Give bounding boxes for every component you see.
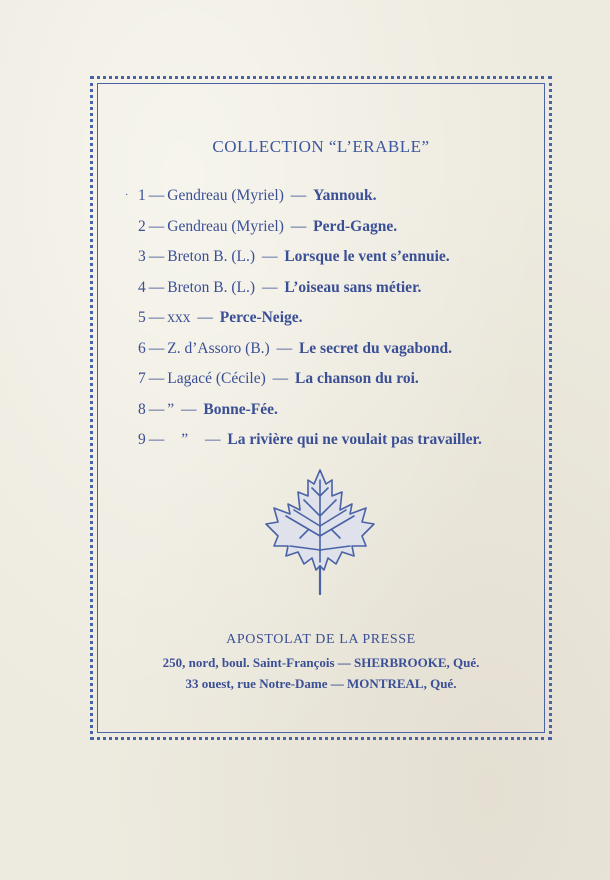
list-item: [138, 273, 482, 304]
book-number: 8: [138, 400, 146, 418]
dash: —: [258, 278, 282, 296]
publisher-name: APOSTOLAT DE LA PRESSE: [226, 632, 416, 647]
dash: —: [148, 217, 165, 235]
book-author: Z. d’Assoro (B.): [167, 339, 270, 357]
publisher-block: [90, 632, 552, 694]
dash: —: [286, 187, 311, 204]
list-item: [138, 395, 482, 426]
book-number: 1: [138, 187, 146, 204]
dash: —: [148, 278, 165, 296]
list-item: [138, 425, 482, 456]
dash: —: [286, 217, 311, 235]
dash: —: [177, 400, 201, 418]
book-author: Breton B. (L.): [167, 278, 256, 296]
list-item: [138, 334, 482, 365]
book-number: 7: [138, 370, 146, 387]
margin-dot: ·: [125, 190, 129, 201]
book-author: Gendreau (Myriel): [167, 217, 284, 235]
dash: —: [268, 370, 293, 387]
list-item: [138, 242, 482, 273]
book-title: La rivière qui ne voulait pas travailler.: [227, 431, 482, 448]
book-list: [138, 181, 482, 456]
book-number: 6: [138, 339, 146, 357]
list-item: [138, 364, 482, 395]
book-title: La chanson du roi.: [295, 370, 419, 387]
dash: —: [148, 309, 165, 326]
book-author: Gendreau (Myriel): [167, 187, 284, 204]
list-item: [138, 212, 482, 243]
dash: —: [148, 248, 165, 265]
publisher-address-montreal: 33 ouest, rue Notre-Dame — MONTREAL, Qué.: [185, 676, 457, 691]
book-author: ”: [181, 431, 189, 448]
book-title: Perd-Gagne.: [313, 217, 398, 235]
book-author: Lagacé (Cécile): [167, 370, 266, 387]
book-title: Le secret du vagabond.: [298, 339, 452, 357]
book-number: 5: [138, 309, 146, 326]
book-number: 4: [138, 278, 146, 296]
book-title: Lorsque le vent s’ennuie.: [284, 248, 450, 265]
dash: —: [258, 248, 282, 265]
book-number: 9: [138, 431, 146, 448]
list-item: [138, 181, 482, 212]
book-title: L’oiseau sans métier.: [284, 278, 422, 296]
book-title: Perce-Neige.: [219, 309, 303, 326]
collection-title: COLLECTION “L’ERABLE”: [212, 137, 430, 156]
maple-leaf-icon: [262, 466, 378, 598]
dash: —: [148, 339, 165, 357]
publisher-address-sherbrooke: 250, nord, boul. Saint-François — SHERBROOKE, Qué.: [162, 655, 480, 670]
dash: —: [148, 187, 165, 204]
dash: —: [272, 339, 296, 357]
book-number: 2: [138, 217, 146, 235]
dash: —: [148, 431, 165, 448]
list-item: [138, 303, 482, 334]
book-author: Breton B. (L.): [167, 248, 256, 265]
dash: —: [148, 370, 165, 387]
book-title: Yannouk.: [313, 187, 377, 204]
book-author: ”: [167, 400, 175, 418]
dash: —: [148, 400, 165, 418]
dash: —: [201, 431, 225, 448]
book-title: Bonne-Fée.: [203, 400, 278, 418]
book-author: xxx: [167, 309, 191, 326]
dash: —: [193, 309, 217, 326]
book-number: 3: [138, 248, 146, 265]
